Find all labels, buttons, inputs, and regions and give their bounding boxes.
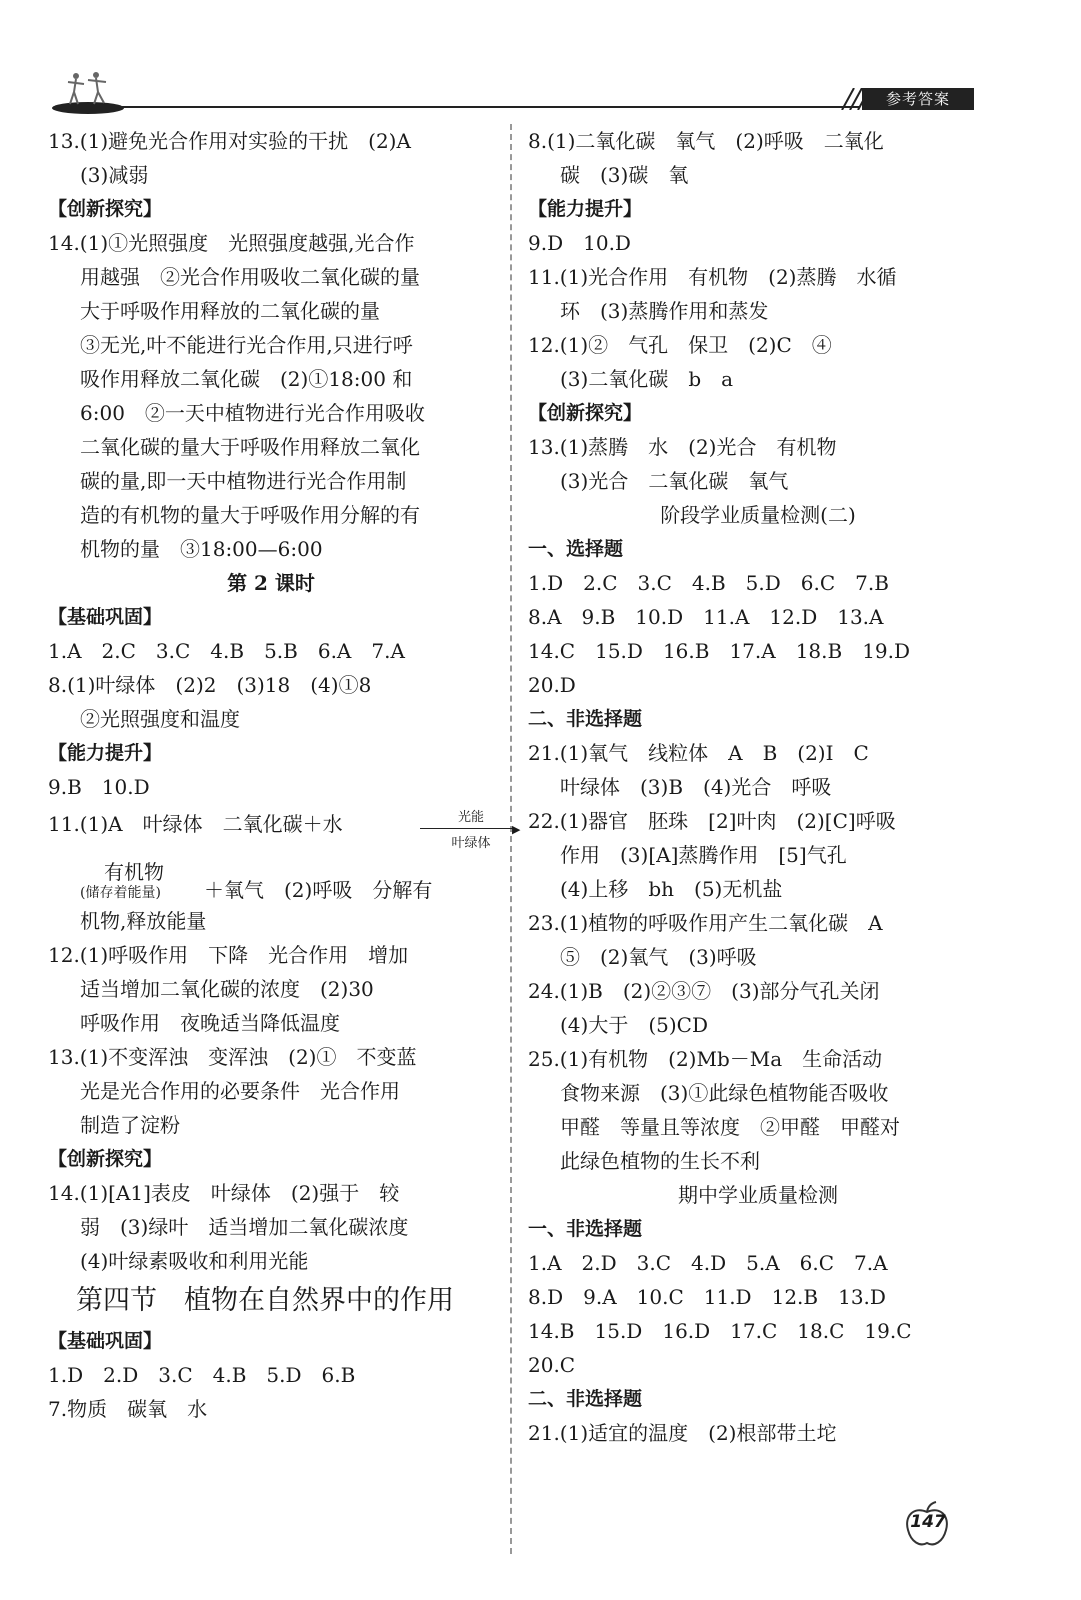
answer-line: 9.D 10.D [528,231,631,255]
left-column [48,124,521,1426]
answer-line: 食物来源 (3)①此绿色植物能否吸收 [560,1081,889,1105]
answer-line: 12.(1)呼吸作用 下降 光合作用 增加 [48,943,409,967]
answer-line: 此绿色植物的生长不利 [560,1149,760,1173]
chapter-section-title: 第四节 植物在自然界中的作用 [76,1285,454,1316]
answer-line: 呼吸作用 夜晚适当降低温度 [80,1011,340,1035]
answer-line: 8.A 9.B 10.D 11.A 12.D 13.A [528,605,884,629]
answer-line: (4)大于 (5)CD [560,1013,708,1037]
answer-line: 吸作用释放二氧化碳 (2)①18:00 和 [80,367,413,391]
answer-line: 叶绿体 (3)B (4)光合 呼吸 [560,775,832,799]
question-type-heading: 二、非选择题 [528,708,643,730]
answer-line: 造的有机物的量大于呼吸作用分解的有 [80,503,420,527]
answer-line: 8.(1)叶绿体 (2)2 (3)18 (4)①8 [48,673,372,697]
answer-line: 14.(1)①光照强度 光照强度越强,光合作 [48,231,415,255]
section-heading: 【基础巩固】 [48,606,163,628]
answer-line: 1.A 2.C 3.C 4.B 5.B 6.A 7.A [48,639,405,663]
answer-line: 适当增加二氧化碳的浓度 (2)30 [80,977,374,1001]
answer-line: 13.(1)不变浑浊 变浑浊 (2)① 不变蓝 [48,1045,417,1069]
section-heading: 【基础巩固】 [48,1330,163,1352]
answer-line: ②光照强度和温度 [80,707,240,731]
header-rule [100,106,860,108]
answer-line: 1.D 2.C 3.C 4.B 5.D 6.C 7.B [528,571,889,595]
answer-line: 作用 (3)[A]蒸腾作用 [5]气孔 [560,843,847,867]
answer-line: 21.(1)适宜的温度 (2)根部带土坨 [528,1421,837,1445]
arrow-line [420,828,516,829]
reaction-arrow [416,806,526,856]
answer-line: 13.(1)蒸腾 水 (2)光合 有机物 [528,435,837,459]
answer-line: 11.(1)光合作用 有机物 (2)蒸腾 水循 [528,265,897,289]
answer-line: (4)上移 bh (5)无机盐 [560,877,783,901]
answer-line: 用越强 ②光合作用吸收二氧化碳的量 [80,265,420,289]
answer-line: 24.(1)B (2)②③⑦ (3)部分气孔关闭 [528,979,880,1003]
question-type-heading: 一、非选择题 [528,1218,643,1240]
answer-line: 25.(1)有机物 (2)Mb－Ma 生命活动 [528,1047,883,1071]
answer-line: 7.物质 碳氧 水 [48,1397,208,1421]
lesson-title: 第 2 课时 [227,571,315,595]
equation-reactants: 11.(1)A 叶绿体 二氧化碳＋水 [48,812,343,836]
answer-line: 1.D 2.D 3.C 4.B 5.D 6.B [48,1363,356,1387]
answer-line: (4)叶绿素吸收和利用光能 [80,1249,309,1273]
section-heading: 【能力提升】 [528,198,643,220]
page-header [20,70,970,120]
answer-line: (3)减弱 [80,163,149,187]
answer-line: ⑤ (2)氧气 (3)呼吸 [560,945,757,969]
equation-rest: ＋氧气 (2)呼吸 分解有 [204,878,433,902]
answer-line: (3)二氧化碳 b a [560,367,734,391]
section-heading: 【创新探究】 [48,1148,163,1170]
answer-line: 20.C [528,1353,576,1377]
answer-line: 14.C 15.D 16.B 17.A 18.B 19.D [528,639,911,663]
answer-line: 22.(1)器官 胚珠 [2]叶肉 (2)[C]呼吸 [528,809,896,833]
page-number-badge [902,1500,952,1550]
answer-line: 环 (3)蒸腾作用和蒸发 [560,299,769,323]
answer-line: 23.(1)植物的呼吸作用产生二氧化碳 A [528,911,883,935]
section-heading: 【创新探究】 [48,198,163,220]
answer-line: 21.(1)氧气 线粒体 A B (2)Ⅰ C [528,741,869,765]
answer-line: 制造了淀粉 [80,1113,180,1137]
page-number: 147 [910,1512,946,1532]
answer-line: 大于呼吸作用释放的二氧化碳的量 [80,299,380,323]
arrow-head-icon: ▶ [512,823,521,836]
product-name: 有机物 [104,860,164,884]
answer-line: 1.A 2.D 3.C 4.D 5.A 6.C 7.A [528,1251,888,1275]
answer-line: 8.(1)二氧化碳 氧气 (2)呼吸 二氧化 [528,129,884,153]
answer-line: 机物的量 ③18:00—6:00 [80,537,323,561]
arrow-condition-below: 叶绿体 [451,836,491,851]
answer-line: 机物,释放能量 [80,909,207,933]
question-type-heading: 二、非选择题 [528,1388,643,1410]
question-type-heading: 一、选择题 [528,538,624,560]
answer-line: 8.D 9.A 10.C 11.D 12.B 13.D [528,1285,886,1309]
photosynthesis-equation [48,804,521,904]
answer-line: 甲醛 等量且等浓度 ②甲醛 甲醛对 [560,1115,900,1139]
header-tag: 参考答案 [862,88,974,110]
answer-line: 12.(1)② 气孔 保卫 (2)C ④ [528,333,832,357]
answer-line: 13.(1)避免光合作用对实验的干扰 (2)A [48,129,411,153]
answer-line: 20.D [528,673,576,697]
answer-line: 二氧化碳的量大于呼吸作用释放二氧化 [80,435,420,459]
arrow-condition-above: 光能 [457,810,484,825]
answer-line: (3)光合 二氧化碳 氧气 [560,469,789,493]
answer-line: ③无光,叶不能进行光合作用,只进行呼 [80,333,413,357]
exam-title: 阶段学业质量检测(二) [660,503,856,527]
product-note: (储存着能量) [80,885,161,901]
right-column [528,124,988,1450]
answer-line: 弱 (3)绿叶 适当增加二氧化碳浓度 [80,1215,409,1239]
section-heading: 【能力提升】 [48,742,163,764]
equation-product [80,860,164,902]
answer-line: 碳 (3)碳 氧 [560,163,689,187]
section-heading: 【创新探究】 [528,402,643,424]
answer-line: 14.B 15.D 16.D 17.C 18.C 19.C [528,1319,912,1343]
answer-line: 光是光合作用的必要条件 光合作用 [80,1079,400,1103]
answer-line: 6:00 ②一天中植物进行光合作用吸收 [80,401,425,425]
exam-title: 期中学业质量检测 [678,1183,838,1207]
answer-line: 9.B 10.D [48,775,150,799]
answer-line: 14.(1)[A1]表皮 叶绿体 (2)强于 较 [48,1181,400,1205]
answer-line: 碳的量,即一天中植物进行光合作用制 [80,469,407,493]
